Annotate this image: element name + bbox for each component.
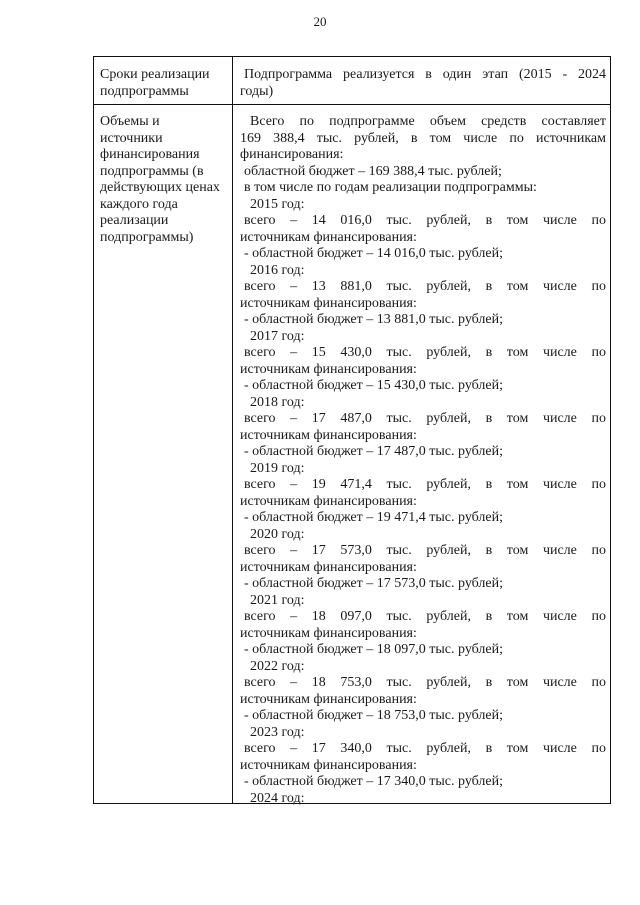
- value-line: годы): [240, 83, 274, 99]
- label-line: Сроки реализации: [100, 67, 210, 82]
- year-regional-budget-line: - областной бюджет – 14 016,0 тыс. рублей;: [244, 246, 503, 261]
- year-total-line: всего – 18 097,0 тыс. рублей, в том числе по: [244, 609, 606, 624]
- year-total-line: всего – 15 430,0 тыс. рублей, в том числе по: [244, 345, 606, 360]
- page-number: 20: [313, 14, 327, 29]
- column-divider: [232, 57, 233, 803]
- year-regional-budget-line: - областной бюджет – 19 471,4 тыс. рублей;: [244, 510, 503, 525]
- funding-intro-line: в том числе по годам реализации подпрограммы:: [244, 180, 537, 195]
- implementation-period-value: [240, 67, 606, 100]
- year-heading: 2024 год:: [250, 790, 305, 806]
- label-line: действующих ценах: [100, 180, 220, 195]
- year-total-line: всего – 13 881,0 тыс. рублей, в том числе по: [244, 279, 606, 294]
- year-total-line: всего – 17 340,0 тыс. рублей, в том числе по: [244, 741, 606, 756]
- label-line: подпрограммы: [100, 83, 189, 99]
- implementation-period-label: [100, 67, 228, 100]
- year-heading: 2020 год:: [250, 526, 305, 542]
- funding-intro-line: 169 388,4 тыс. рублей, в том числе по источникам: [240, 130, 606, 146]
- year-regional-budget-line: - областной бюджет – 17 573,0 тыс. рублей;: [244, 576, 503, 591]
- year-heading: 2017 год:: [250, 328, 305, 344]
- label-line: подпрограммы (в: [100, 163, 204, 179]
- funding-intro-line: Всего по подпрограмме объем средств составляет: [250, 114, 606, 129]
- year-sources-line: источникам финансирования:: [240, 427, 417, 443]
- year-heading: 2015 год:: [250, 196, 305, 212]
- year-total-line: всего – 14 016,0 тыс. рублей, в том числе по: [244, 213, 606, 228]
- label-line: источники: [100, 130, 163, 146]
- year-sources-line: источникам финансирования:: [240, 229, 417, 245]
- year-regional-budget-line: - областной бюджет – 18 753,0 тыс. рублей;: [244, 708, 503, 723]
- year-total-line: всего – 17 573,0 тыс. рублей, в том числе по: [244, 543, 606, 558]
- row-divider: [94, 104, 610, 105]
- year-heading: 2019 год:: [250, 460, 305, 476]
- year-total-line: всего – 19 471,4 тыс. рублей, в том числе по: [244, 477, 606, 492]
- year-sources-line: источникам финансирования:: [240, 361, 417, 377]
- year-sources-line: источникам финансирования:: [240, 493, 417, 509]
- label-line: финансирования: [100, 147, 200, 162]
- year-regional-budget-line: - областной бюджет – 17 487,0 тыс. рублей;: [244, 444, 503, 459]
- year-total-line: всего – 18 753,0 тыс. рублей, в том числе по: [244, 675, 606, 690]
- year-sources-line: источникам финансирования:: [240, 625, 417, 641]
- funding-label: [100, 114, 228, 246]
- label-line: подпрограммы): [100, 229, 194, 245]
- year-regional-budget-line: - областной бюджет – 13 881,0 тыс. рублей;: [244, 312, 503, 327]
- label-line: каждого года: [100, 196, 178, 212]
- year-sources-line: источникам финансирования:: [240, 559, 417, 575]
- subprogram-passport-table: [93, 56, 611, 804]
- funding-value: [240, 114, 606, 807]
- year-regional-budget-line: - областной бюджет – 15 430,0 тыс. рублей;: [244, 378, 503, 393]
- funding-intro-line: областной бюджет – 169 388,4 тыс. рублей;: [244, 163, 502, 179]
- year-heading: 2021 год:: [250, 592, 305, 608]
- year-regional-budget-line: - областной бюджет – 18 097,0 тыс. рублей;: [244, 642, 503, 657]
- year-total-line: всего – 17 487,0 тыс. рублей, в том числе по: [244, 411, 606, 426]
- year-blocks: [240, 197, 606, 791]
- label-line: Объемы и: [100, 114, 160, 129]
- value-line: Подпрограмма реализуется в один этап (2015 - 2024: [244, 67, 606, 82]
- year-regional-budget-line: - областной бюджет – 17 340,0 тыс. рублей;: [244, 774, 503, 789]
- year-sources-line: источникам финансирования:: [240, 757, 417, 773]
- year-heading: 2018 год:: [250, 394, 305, 410]
- year-heading: 2022 год:: [250, 658, 305, 674]
- year-heading: 2016 год:: [250, 262, 305, 278]
- label-line: реализации: [100, 213, 169, 228]
- year-sources-line: источникам финансирования:: [240, 295, 417, 311]
- year-heading: 2023 год:: [250, 724, 305, 740]
- year-sources-line: источникам финансирования:: [240, 691, 417, 707]
- funding-intro-line: финансирования:: [240, 147, 344, 162]
